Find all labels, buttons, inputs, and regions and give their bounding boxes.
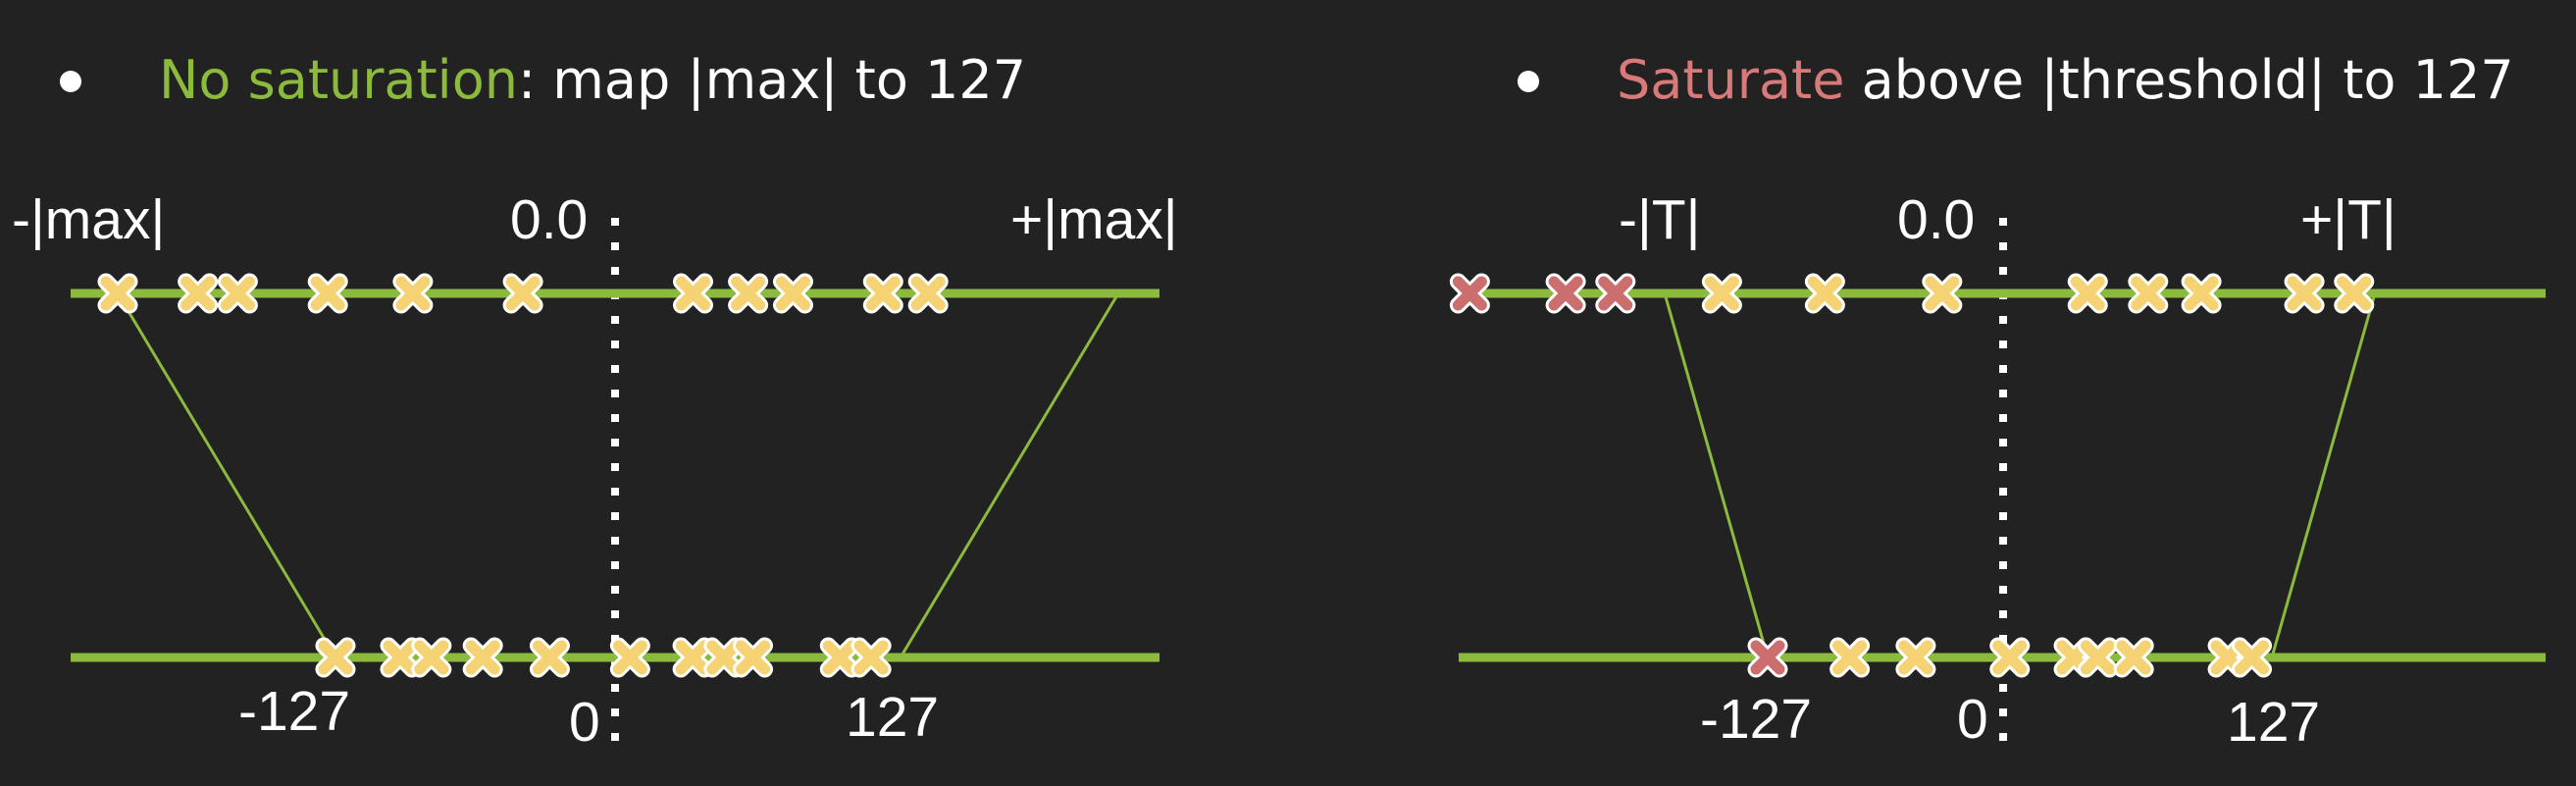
- left-bottom-marker: [420, 646, 443, 669]
- left-top-marker: [401, 282, 425, 305]
- right-top-marker-saturated: [1604, 282, 1627, 305]
- right-bottom-min-label: -127: [1700, 688, 1813, 751]
- right-bottom-marker: [1838, 646, 1862, 669]
- left-top-marker: [871, 282, 895, 305]
- right-bottom-marker: [1904, 646, 1928, 669]
- right-bottom-marker-saturated: [1756, 646, 1779, 669]
- right-top-marker: [2343, 282, 2366, 305]
- left-top-zero-label: 0.0: [510, 188, 589, 251]
- right-bullet-rest: above |threshold| to 127: [1844, 49, 2514, 111]
- left-top-marker: [511, 282, 535, 305]
- right-top-marker: [2137, 282, 2160, 305]
- left-bullet-text: [159, 49, 1026, 111]
- left-top-marker: [226, 282, 249, 305]
- left-bottom-min-label: -127: [238, 680, 351, 743]
- right-top-marker: [2293, 282, 2316, 305]
- right-bottom-marker: [2241, 646, 2264, 669]
- left-bottom-marker: [618, 646, 642, 669]
- right-mapping-line-max: [2272, 293, 2375, 657]
- right-bottom-marker: [2122, 646, 2145, 669]
- right-top-marker: [2076, 282, 2099, 305]
- left-top-marker: [106, 282, 129, 305]
- left-top-marker: [186, 282, 210, 305]
- left-bullet-rest: : map |max| to 127: [517, 49, 1027, 111]
- left-top-marker: [916, 282, 940, 305]
- left-bottom-marker: [712, 646, 736, 669]
- right-bullet-text: [1617, 49, 2514, 111]
- right-top-zero-label: 0.0: [1897, 188, 1976, 251]
- left-top-marker: [316, 282, 339, 305]
- right-bottom-marker: [1998, 646, 2022, 669]
- left-top-marker: [782, 282, 805, 305]
- left-bottom-marker: [538, 646, 561, 669]
- left-bottom-marker: [388, 646, 412, 669]
- right-top-marker: [1813, 282, 1836, 305]
- left-bottom-marker: [742, 646, 765, 669]
- right-top-marker-saturated: [1458, 282, 1481, 305]
- left-top-min-label: -|max|: [12, 188, 166, 251]
- right-top-marker: [1710, 282, 1733, 305]
- left-bullet-dot: [60, 71, 81, 92]
- right-top-min-label: -|T|: [1619, 188, 1701, 251]
- left-mapping-line-max: [901, 293, 1118, 657]
- right-bottom-zero-label: 0: [1957, 688, 1988, 751]
- left-bottom-marker: [859, 646, 883, 669]
- left-bottom-marker: [324, 646, 347, 669]
- left-panel-no-saturation: [12, 49, 1178, 754]
- left-top-marker: [737, 282, 760, 305]
- left-top-max-label: +|max|: [1010, 188, 1178, 251]
- left-bottom-max-label: 127: [846, 686, 940, 749]
- left-top-marker: [682, 282, 705, 305]
- left-bottom-zero-label: 0: [569, 691, 600, 754]
- right-bottom-marker: [2086, 646, 2109, 669]
- right-bullet-dot: [1518, 71, 1539, 92]
- left-bottom-marker: [681, 646, 704, 669]
- right-bullet-highlight: Saturate: [1617, 49, 1845, 111]
- right-panel-saturation: [1458, 49, 2546, 754]
- right-top-marker: [1931, 282, 1954, 305]
- right-mapping-line-min: [1665, 293, 1768, 657]
- left-bullet-highlight: No saturation: [159, 49, 518, 111]
- right-bottom-max-label: 127: [2227, 691, 2321, 754]
- left-bottom-marker: [471, 646, 494, 669]
- right-top-marker-saturated: [1554, 282, 1577, 305]
- left-mapping-line-min: [118, 293, 335, 657]
- right-top-marker: [2190, 282, 2213, 305]
- left-bottom-marker: [828, 646, 851, 669]
- right-top-max-label: +|T|: [2300, 188, 2396, 251]
